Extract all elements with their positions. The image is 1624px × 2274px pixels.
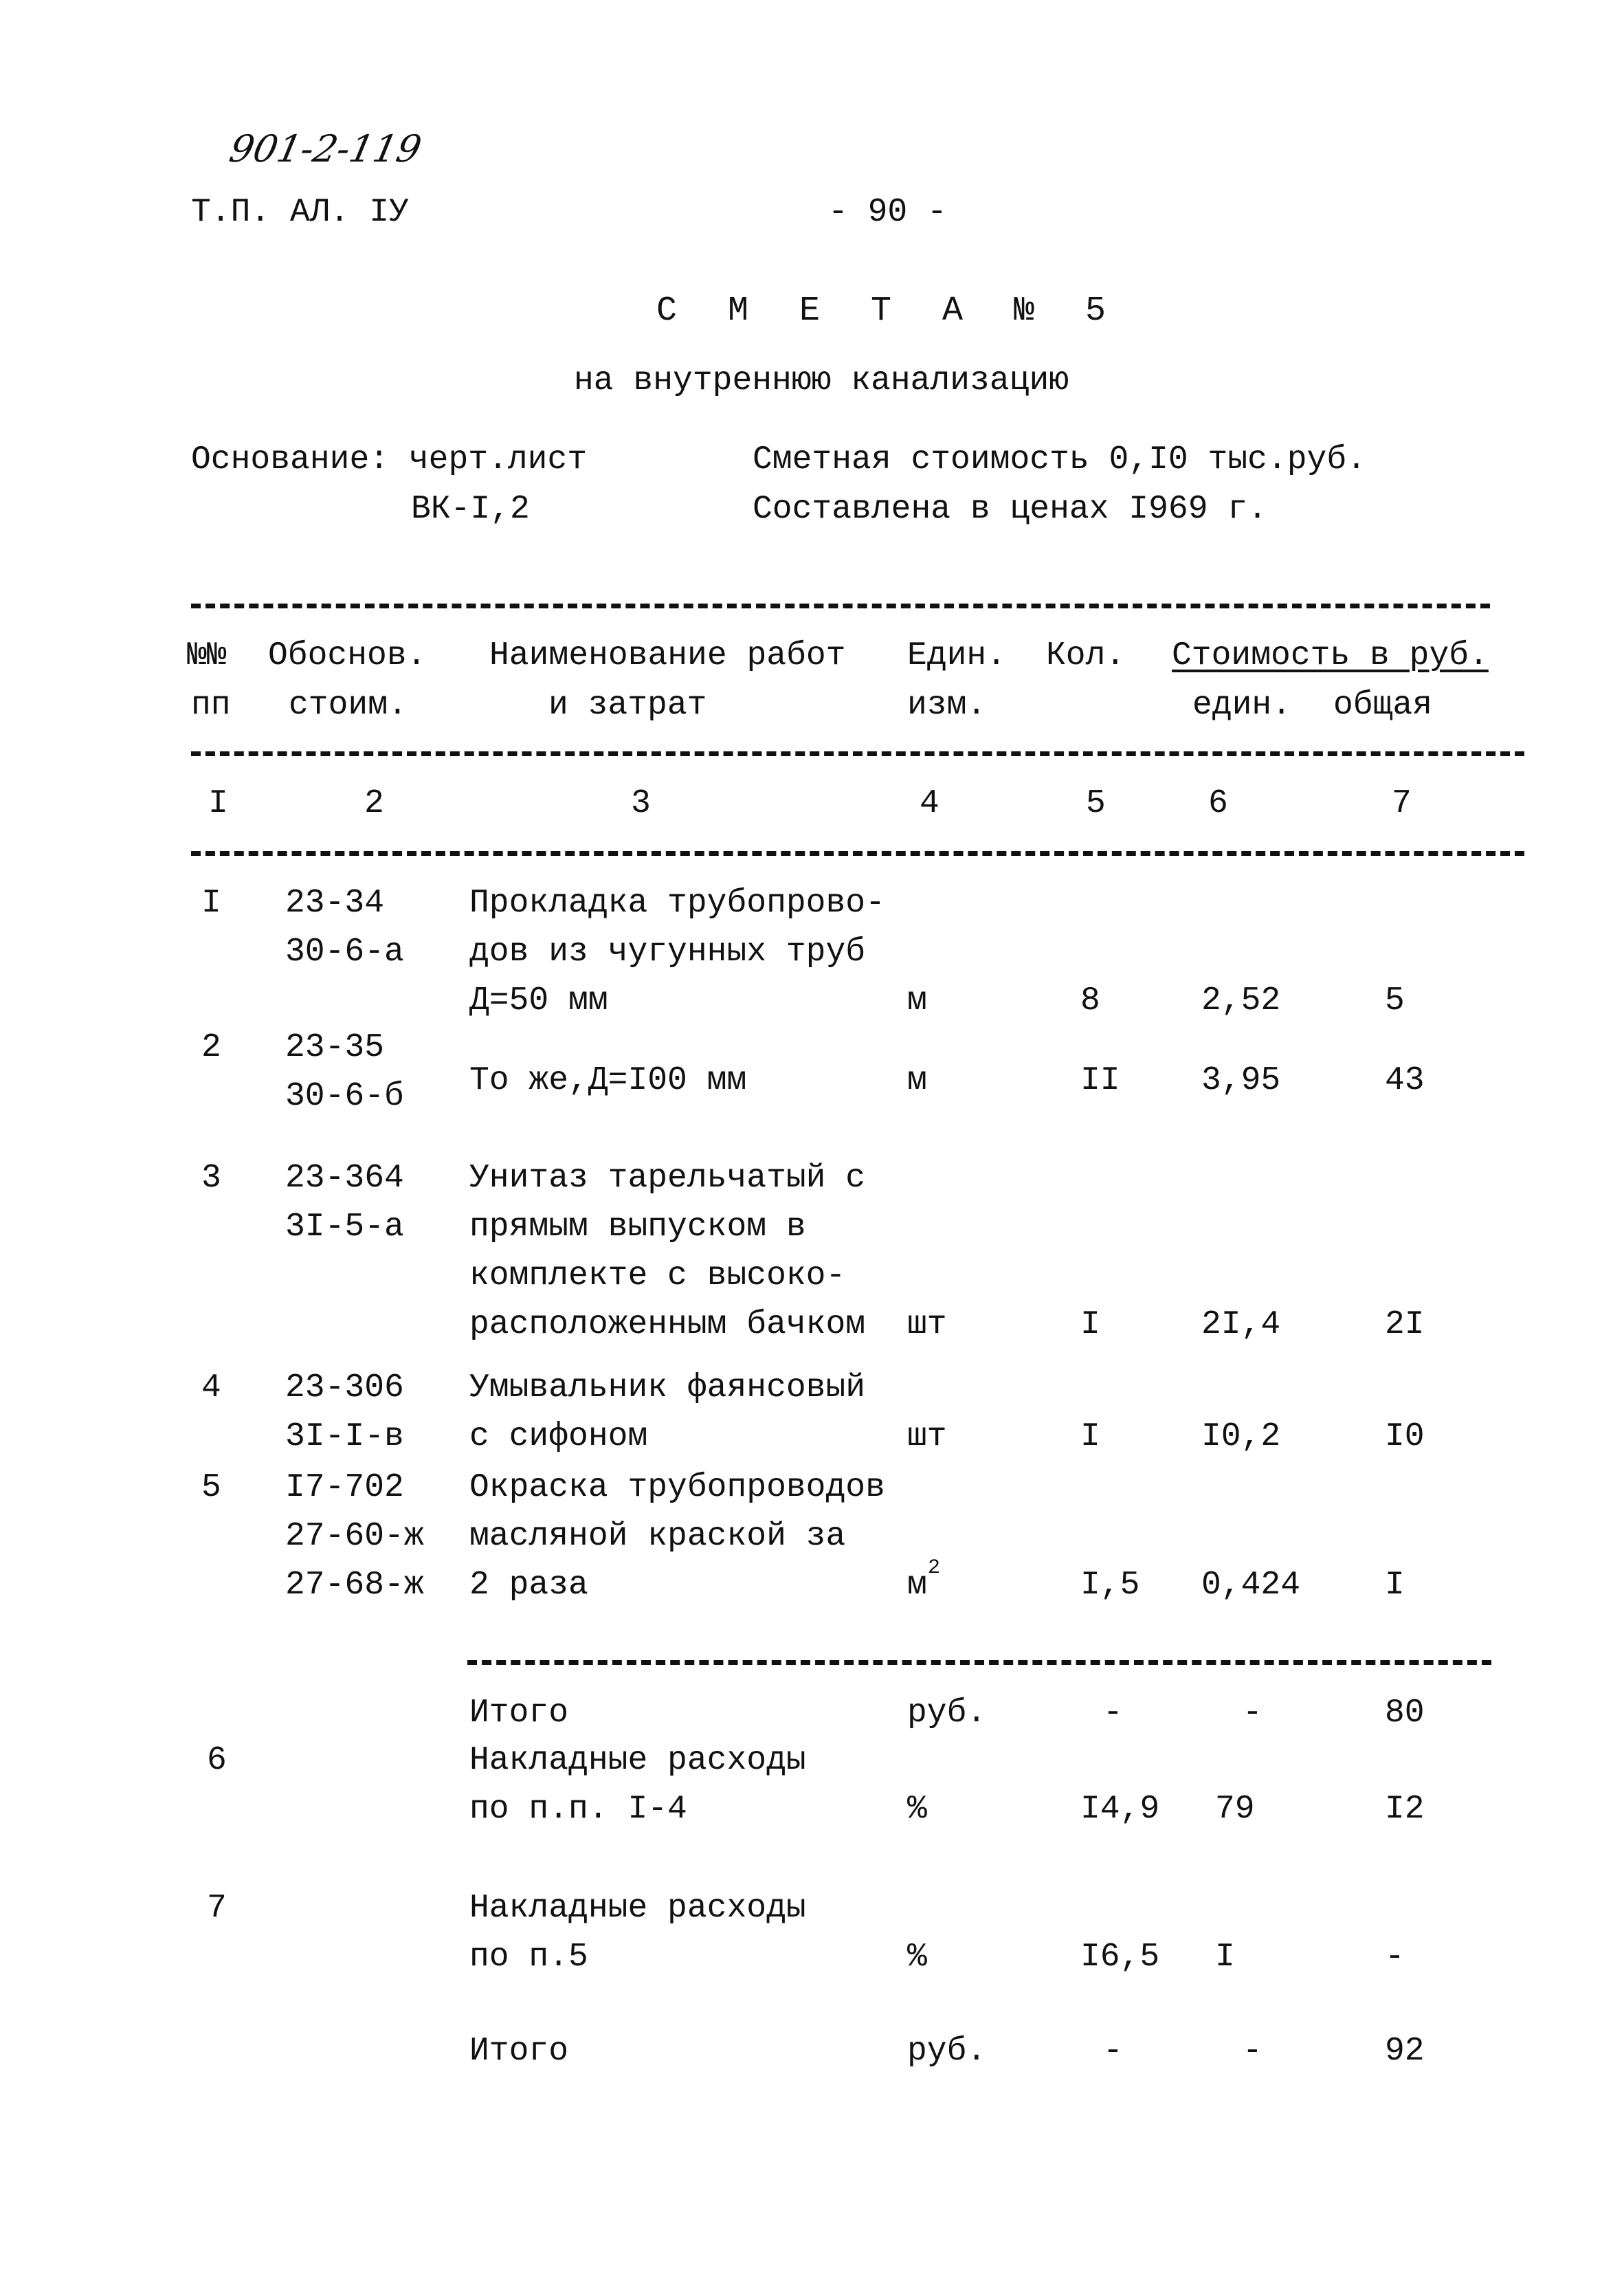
row-name: Накладные расходы [469,1742,806,1779]
row-unit: м [907,1062,927,1099]
header-no-2: пп [191,687,231,724]
column-number: 6 [1208,785,1228,822]
row-name: Окраска трубопроводов [469,1469,885,1506]
page-number: - 90 - [828,194,947,231]
row-basis: 23-34 [285,885,385,922]
row-total: - [1385,1939,1405,1976]
row-quantity: I6,5 [1080,1939,1160,1976]
row-name: Итого [469,2033,569,2070]
row-number: 6 [207,1742,227,1779]
page-title: С М Е Т А № 5 [656,291,1122,331]
row-total: 5 [1385,982,1405,1019]
row-quantity: - [1103,1695,1123,1732]
column-number: I [208,785,228,822]
row-basis: 23-306 [285,1369,404,1406]
handwritten-code: 901-2-119 [225,127,425,170]
basis-label: Основание: черт.лист [191,441,588,478]
row-total: 43 [1385,1062,1425,1099]
row-unit: м [907,982,927,1019]
row-name: Прокладка трубопрово- [469,885,885,922]
header-name: Наименование работ [489,637,846,674]
row-name: Итого [469,1695,569,1732]
row-total: 80 [1385,1695,1425,1732]
column-number: 5 [1086,785,1106,822]
row-basis: 23-35 [285,1029,385,1066]
row-unit-price: 0,424 [1201,1567,1301,1604]
header-cost: Стоимость в руб. [1172,637,1489,674]
row-basis: 3I-I-в [285,1418,404,1455]
row-unit-price: I [1215,1939,1235,1976]
row-quantity: - [1103,2033,1123,2070]
column-number: 4 [920,785,939,822]
row-basis: 30-6-а [285,934,404,971]
row-name: Унитаз тарельчатый с [469,1160,866,1197]
header-basis: Обоснов. [268,637,427,674]
series-code: Т.П. АЛ. IУ [191,194,409,231]
row-quantity: I [1080,1418,1100,1455]
row-number: 4 [201,1369,221,1406]
row-quantity: I4,9 [1080,1791,1160,1828]
row-number: 2 [201,1029,221,1066]
row-quantity: II [1080,1062,1120,1099]
row-total: I2 [1385,1791,1425,1828]
divider [467,1660,1491,1665]
row-name: комплекте с высоко- [469,1257,846,1294]
row-basis: 30-6-б [285,1078,404,1115]
header-qty: Кол. [1046,637,1126,674]
row-unit: шт [907,1418,947,1455]
row-name: Д=50 мм [469,982,608,1019]
row-basis: 27-60-ж [285,1518,424,1555]
divider [191,604,1490,608]
row-unit: % [907,1791,927,1828]
row-name: по п.5 [469,1939,588,1976]
header-cost-total: общая [1333,687,1433,724]
header-basis-2: стоим. [289,687,408,724]
row-basis: 23-364 [285,1160,404,1197]
header-unit-2: изм. [907,687,987,724]
row-name: дов из чугунных труб [469,934,866,971]
divider [191,751,1524,756]
row-unit: % [907,1939,927,1976]
row-unit: шт [907,1306,947,1343]
row-name: с сифоном [469,1418,648,1455]
row-number: I [201,885,221,922]
row-total: I0 [1385,1418,1425,1455]
row-unit-price: 79 [1215,1791,1255,1828]
row-total: I [1385,1567,1405,1604]
row-total: 2I [1385,1306,1425,1343]
row-basis: I7-702 [285,1469,404,1506]
row-unit: руб. [907,2033,987,2070]
row-name: Умывальник фаянсовый [469,1369,866,1406]
row-name: То же,Д=I00 мм [469,1062,747,1099]
row-basis: 27-68-ж [285,1567,424,1604]
row-number: 7 [207,1890,227,1927]
row-quantity: 8 [1080,982,1100,1019]
row-unit: руб. [907,1695,987,1732]
header-name-2: и затрат [548,687,707,724]
row-name: по п.п. I-4 [469,1791,687,1828]
row-name: масляной краской за [469,1518,846,1555]
row-unit-price: 2,52 [1201,982,1281,1019]
row-unit-price: - [1243,2033,1263,2070]
basis-drawing: ВК-I,2 [411,491,530,528]
row-name: расположенным бачком [469,1306,866,1343]
row-number: 3 [201,1160,221,1197]
column-number: 2 [364,785,384,822]
row-basis: 3I-5-а [285,1208,404,1246]
price-level: Составлена в ценах I969 г. [753,491,1267,528]
row-unit: м [907,1567,927,1604]
row-quantity: I,5 [1080,1567,1140,1604]
row-name: Накладные расходы [469,1890,806,1927]
row-total: 92 [1385,2033,1425,2070]
row-unit-price: 3,95 [1201,1062,1281,1099]
row-unit-price: 2I,4 [1201,1306,1281,1343]
row-name: прямым выпуском в [469,1208,806,1246]
row-name: 2 раза [469,1567,588,1604]
row-quantity: I [1080,1306,1100,1343]
column-number: 7 [1392,785,1412,822]
column-number: 3 [631,785,651,822]
page-subtitle: на внутреннюю канализацию [574,362,1069,399]
estimated-cost: Сметная стоимость 0,I0 тыс.руб. [753,441,1366,478]
row-number: 5 [201,1469,221,1506]
divider [191,851,1524,856]
unit-superscript: 2 [928,1556,941,1580]
row-unit-price: I0,2 [1201,1418,1281,1455]
header-cost-unit: един. [1192,687,1292,724]
header-no: №№ [187,637,227,674]
row-unit-price: - [1243,1695,1263,1732]
header-unit: Един. [907,637,1007,674]
